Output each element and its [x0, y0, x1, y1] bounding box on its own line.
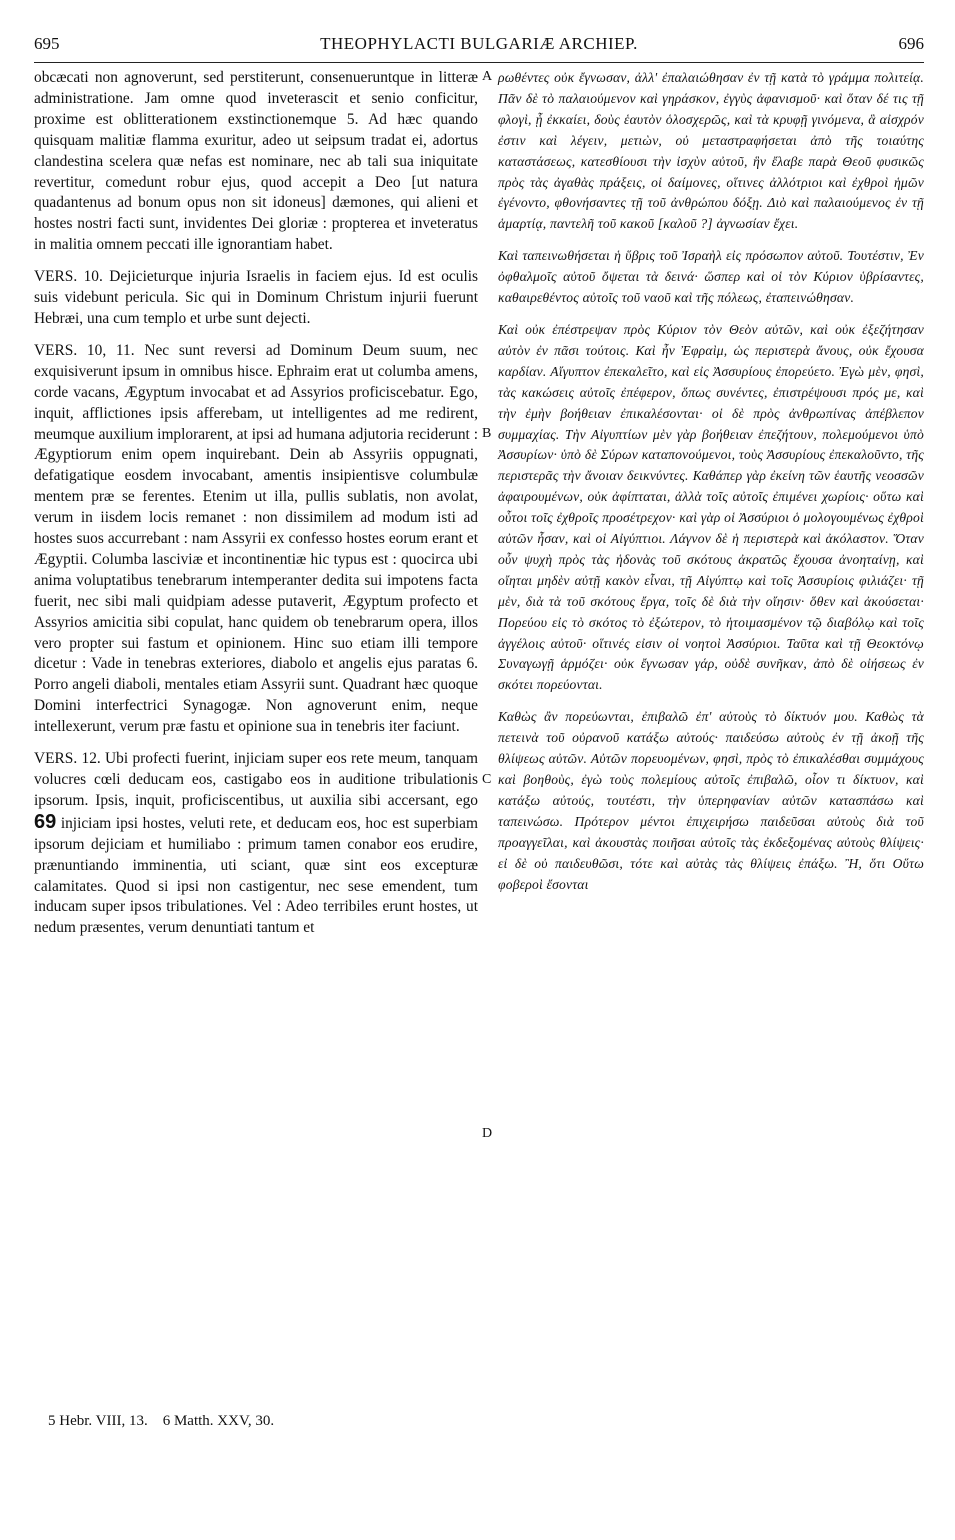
footnotes — [48, 1413, 274, 1430]
latin-paragraph-2: VERS. 10. Dejicieturque injuria Israelis in faciem ejus. Id est oculis suis videbunt pericula. Sic qui in Dominum Christum injurii fuerunt Hebræi, una cum templo et urbe sunt dejecti. — [34, 268, 478, 327]
greek-paragraph-1: ρωθέντες οὐκ ἔγνωσαν, ἀλλ' ἐπαλαιώθησαν ἐν τῇ κατὰ τὸ γράμμα πολιτείᾳ. Πᾶν δὲ τὸ παλαιούμενον καὶ γηράσκον, ἐγγὺς ἀφανισμοῦ· καὶ ὅταν δέ τις τῇ φλογὶ, ᾗ ἐκκαίει, δοὺς ἑαυτὸν ὁλοσχερῶς, καὶ τὰ κρυφῇ γινόμενα, ἃ αἰσχρόν ἐστιν καὶ λέγειν, μετιὼν, οὐ μεταστραφήσεται ἀπὸ τῆς τοιαύτης καταστάσεως, κατεσθίουσι τὴν ἰσχὺν αὐτοῦ, ἣν ἔλαβε παρὰ Θεοῦ φυσικῶς πρὸς τὰς ἀγαθὰς πράξεις, οἱ δαίμονες, οἵτινες ἀλλότριοι καὶ ἐχθροὶ ἡμῶν ἐγένοντο, φθονήσαντες τῇ τοῦ ἀνθρώπου δόξῃ. Διὸ καὶ παλαιούμενος ἐν τῇ ἁμαρτίᾳ, παντελῆ τοῦ κακοῦ [καλοῦ ?] ἀγνωσίαν ἔχει. — [498, 70, 924, 232]
footnote-6: 6 Matth. XXV, 30. — [162, 1413, 275, 1429]
footnote-5: 5 Hebr. VIII, 13. — [48, 1413, 148, 1429]
greek-paragraph-2: Καὶ ταπεινωθήσεται ἡ ὕβρις τοῦ Ἰσραὴλ εἰς πρόσωπον αὐτοῦ. Τουτέστιν, Ἐν ὀφθαλμοῖς αὐτοῦ ὄψεται τὰ δεινά· ὥσπερ καὶ οἱ τὸν Κύριον ὑβρίσαντες, καθαιρεθέντος αὐτοῖς τοῦ ναοῦ καὶ τῆς πόλεως, ἐταπεινώθησαν. — [498, 248, 924, 306]
latin-column — [34, 68, 478, 950]
margin-mark-a: A — [482, 69, 493, 84]
greek-paragraph-4: Καθὼς ἂν πορεύωνται, ἐπιβαλῶ ἐπ' αὐτοὺς τὸ δίκτυόν μου. Καθὼς τὰ πετεινὰ τοῦ οὐρανοῦ κατάξω αὐτούς· παιδεύσω αὐτοὺς ἐν τῇ ἀκοῇ τῆς θλίψεως αὐτῶν. Αὐτῶν πορευομένων, φησὶ, πρὸς τὸ ἐπικαλέσθαι συμμάχους καὶ βοηθοὺς, ἐγὼ τοὺς πολεμίους αὐτοῖς ἐπιβαλῶ, οἷον τι δίκτυον, καὶ κατάξω αὐτούς, τουτέστι, τὴν ὑπερηφανίαν αὐτῶν κατασπάσω καὶ ταπεινώσω. Πρότερον μέντοι ἐπιχειρήσω παιδεῦσαι αὐτοὺς διὰ τοῦ προαγγεῖλαι, καὶ ἀκουστὰς ποιῆσαι αὐτοῖς τὰς ἐκδεξομένας αὐτοὺς θλίψεις· εἰ δὲ οὐ παιδευθῶσι, τότε καὶ αὐτὰς τὰς θλίψεις ἐπάξω. Ἢ, ὅτι Οὕτω φοβεροὶ ἔσονται — [498, 709, 924, 892]
greek-paragraph-3: Καὶ οὐκ ἐπέστρεψαν πρὸς Κύριον τὸν Θεὸν αὐτῶν, καὶ οὐκ ἐξεζήτησαν αὐτὸν ἐν πᾶσι τούτοις. Καὶ ἦν Ἐφραὶμ, ὡς περιστερὰ ἄνους, οὐκ ἔχουσα καρδίαν. Αἴγυπτον ἐπεκαλεῖτο, καὶ εἰς Ἀσσυρίους ἐπορεύετο. Ἐγὼ μὲν, φησὶ, τὰς κακώσεις αὐτοῖς ἐπέφερον, ὅπως συνέντες, ἐπιστρέψουσι πρός με, καὶ τὴν ἐμὴν βοήθειαν ἐπικαλέσονται· οἱ δὲ πρὸς ἀνθρωπίνας ἀπέβλεπον συμμαχίας. Τὴν Αἰγυπτίων μὲν γὰρ βοήθειαν ἐπεζήτουν, πολεμούμενοι ὑπὸ Ἀσσυρίων· ὑπὸ δὲ Σύρων καταπονούμενοι, τοὺς Ἀσσυρίους ἐπεκαλοῦντο, τῆς περιστερᾶς τὴν ἄνοιαν δεικνύντες. Καθάπερ γὰρ ἐκείνη τῶν ἑαυτῆς νεοσσῶν ἀφαιρουμένων, οὐκ ἀφίπταται, ἀλλὰ τοῖς αὐτοῖς ἐπιμένει χωρίοις· οὕτω καὶ οὗτοι τοῖς ἐχθροῖς προσέτρεχον· καὶ γὰρ οἱ Ἀσσύριοι ὁ μολογουμένως ἐχθροὶ αὐτῶν ἦσαν, καὶ οἱ Αἰγύπτιοι. Λάγνον δὲ ἡ περιστερὰ καὶ ἀκόλαστον. Ὅταν οὖν ψυχὴ πρὸς τὰς ἡδονὰς τοῦ σκότους ἀκρατῶς ἔχουσα ἀνοηταίνῃ, καὶ οἴηται μηδὲν αὐτῇ κακὸν εἶναι, τῇ Αἰγύπτῳ καὶ τοῖς Ἀσσυρίοις φιλιάζει· τῇ μὲν, διὰ τὰ τοῦ σκότους ἔργα, τοῖς δὲ διὰ τὴν οἴησιν· ὅθεν καὶ ἀκούσεται· Πορεύου εἰς τὸ σκότος τὸ ἐξώτερον, τὸ ἡτοιμασμένον τῷ διαβόλῳ καὶ τοῖς ἀγγέλοις αὐτοῦ· οἵτινές εἰσιν οἱ νοητοὶ Ἀσσύριοι. Ταῦτα καὶ τῇ Θεοκτόνῳ Συναγωγῇ ἁρμόζει· οὐκ ἔγνωσαν γάρ, οὐδὲ συνῆκαν, ἀπὸ δὲ οἰήσεως ἐν σκότει πορεύονται. — [498, 321, 924, 693]
page-header — [34, 34, 924, 60]
page-marker-number: 69 — [34, 810, 57, 833]
page-number-right: 696 — [898, 34, 924, 53]
margin-mark-c: C — [482, 772, 492, 787]
margin-mark-d: D — [482, 1126, 493, 1141]
greek-column — [498, 68, 924, 906]
latin-paragraph-1: obcæcati non agnoverunt, sed perstiterunt, consenueruntque in litteræ administratione. Jam omne quod inveterascit et senio conficitur, proxime est oblitterationem exstinctionemque 5. Ad hæc quando quisquam malitiæ flamma exuritur, adeo ut seipsum tradat ei, adortus clandestina scelera quæ nefas est nominare, nec ab tali sua iniquitate revertitur, comedunt robur ejus, quod accepit a Deo [ut natura quadantenus ad bonum opus non sit idoneus] dæmones, qui alieni et hostes nostri facti sunt, invidentes Dei gloriæ : propterea et inveteratus in malitia omnem peccati ille ignorantiam habet. — [34, 69, 478, 254]
latin-paragraph-4 — [34, 749, 478, 939]
page-number-left: 695 — [34, 34, 60, 53]
running-title: THEOPHYLACTI BULGARIÆ ARCHIEP. — [320, 34, 638, 53]
latin-paragraph-4b: injiciam ipsi hostes, veluti rete, et deducam eos, hoc est superbiam ipsorum dejiciam et humiliabo : primum tamen conabor eos erudire, prænuntiando imminentia, uti sciant, quæ sint eos excepturæ calamitates. Quod si ipsi non castigentur, nec sese emendent, tum inducam super ipsos tribulationes. Vel : Adeo terribiles erunt hostes, ut nedum præsentes, verum denuntiati tantum et — [34, 814, 478, 937]
header-rule — [34, 62, 924, 63]
margin-mark-b: B — [482, 426, 492, 441]
latin-paragraph-4a: VERS. 12. Ubi profecti fuerint, injiciam super eos rete meum, tanquam volucres cœli deducam eos, castigabo eos in auditione tribulationis ipsorum. Ipsis, inquit, proficiscentibus, ut auxilia sibi accersant, ego — [34, 750, 478, 809]
latin-paragraph-3: VERS. 10, 11. Nec sunt reversi ad Dominum Deum suum, nec exquisiverunt ipsum in omnibus hisce. Ephraim erat ut columba amens, corde vacans, Ægyptum invocabat et ad Assyrios proficiscebatur. Ego, inquit, afflictiones ipsis afferebam, ut intelligentes ad me redirent, meumque auxilium implorarent, at ipsi ad humana adjutoria reciderunt : Ægyptiorum enim opem inquirebant. Dein ab Assyriis oppugnati, defatigatique eosdem invocabant, amentis insipientisve columbulæ mentem præ se ferentes. Etenim ut illa, pullis sublatis, non avolat, verum in iisdem locis remanet : non dissimilem ad modum isti ad hostes suos accurrebant : nam Assyrii ex confesso hostes eorum erant et Ægyptii. Columba lasciviæ et incontinentiæ hic typus est : quocirca ubi anima voluptatibus tenebrarum intemperanter dedita sui impotens facta fuerit, nec sibi mali quidpiam adesse putaverit, Ægyptum profecto et Assyrios amicitia sibi copulat, hanc quidem ob tenebrarum opera, illos vero propter sui fastum et opinionem. Hinc suo etiam illi tempore dicetur : Vade in tenebras exteriores, diabolo et angelis ejus paratas 6. Porro angeli diaboli, mentales etiam Assyrii sunt. Quadrant hæc quoque Domini interfectrici Synagogæ. Non agnoverunt enim, neque intellexerunt, verum præ fastu et opinione sua in tenebris iter faciunt. — [34, 341, 478, 736]
